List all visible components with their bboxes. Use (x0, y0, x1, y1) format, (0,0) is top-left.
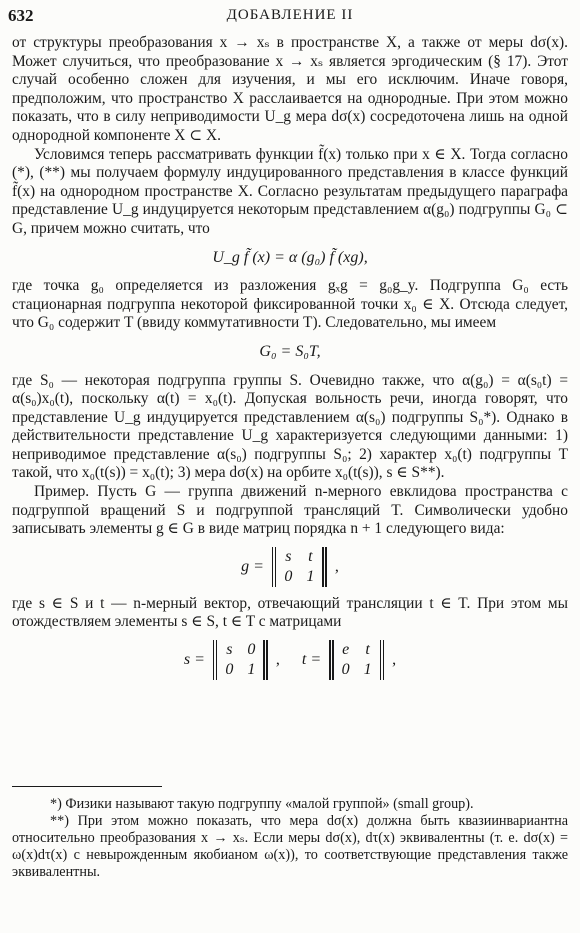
footnote-1: *) Физики называют такую подгруппу «малой группой» (small group). (50, 796, 474, 812)
paragraph-6: где s ∈ S и t — n-мерный вектор, отвечающий трансляции t ∈ T. При этом мы отождествляем элементы s ∈ S, t ∈ T с матрицами (12, 594, 568, 631)
running-head: ДОБАВЛЕНИЕ II (226, 7, 354, 23)
page-header (8, 6, 572, 28)
matrix-cell: s (226, 641, 233, 659)
matrix-cell: e (342, 641, 350, 659)
matrix-left-norm-bar (272, 547, 274, 587)
matrix-cell: 1 (306, 567, 315, 585)
paragraph-example: Пример. Пусть G — группа движений n-мерного евклидова пространства с подгруппой вращений S и подгруппой трансляций T. Символически удобно записывать элементы g ∈ G в виде матриц порядка n + 1 следующего вида: (12, 483, 568, 538)
formula-induced-representation: U_g f̃ (x) = α (g₀) f̃ (xg), (212, 248, 368, 266)
footnotes (12, 796, 568, 881)
paragraph-4: где S₀ — некоторая подгруппа группы S. Очевидно также, что α(g₀) = α(s₀t) = α(s₀)x₀(t), поскольку α(t) = x₀(t). Допуская вольность речи, иногда говорят, что представление U_g индуцируется представлением α(s₀) подгруппы S₀*). Однако в действительности представление U_g характеризуется следующими данными: 1) неприводимое представление α(s₀) подгруппы S₀; 2) характер x₀(t) подгруппы T такой, что x₀(t(s)) = x₀(t); 3) мера dσ(x) на орбите x₀(t(s)), s ∈ S**). (12, 371, 568, 482)
matrix-trailing-punct: , (275, 650, 280, 668)
footnote-divider (12, 786, 162, 787)
matrix-right-norm-bar (325, 547, 327, 587)
paragraph-2: Условимся теперь рассматривать функции f̃(x) только при x ∈ X. Тогда согласно (*), (**) мы получаем формулу индуцированного представления в классе функций f̃(x) на однородном пространстве X. Согласно результатам предыдущего параграфа представление U_g индуцируется некоторым представлением α(g₀) подгруппы G₀ ⊂ G, причем можно считать, что (12, 145, 568, 237)
matrix-cells (218, 640, 262, 680)
matrix-trailing-punct: , (334, 557, 339, 575)
matrix-cell: t (365, 641, 370, 659)
matrix-lhs: t = (301, 650, 322, 668)
matrix-right-norm-bar (383, 640, 385, 680)
matrix-left-norm-bar (213, 640, 215, 680)
matrix-equations-s-t (12, 640, 568, 680)
paragraph-1: от структуры преобразования x → xₛ в пространстве X, а также от меры dσ(x). Может случиться, что преобразование x → xₛ является эргодическим (§ 17). Этот случай особенно сложен для изучения, и мы его исключим. Иначе говоря, предположим, что пространство X расслаивается на однородные. При этом можно показать, что в силу неприводимости U_g мера dσ(x) сосредоточена лишь на одной однородной компоненте X ⊂ X. (12, 34, 568, 144)
matrix-lhs: s = (183, 650, 205, 668)
matrix-cell: 0 (225, 661, 234, 679)
matrix-equation-g (12, 547, 568, 587)
page-number: 632 (8, 6, 34, 25)
matrix-cells (335, 640, 379, 680)
formula-subgroup-decomposition: G₀ = S₀T, (259, 342, 321, 360)
main-text (12, 34, 568, 688)
matrix-cell: 0 (247, 641, 256, 659)
matrix-left-norm-bar (329, 640, 331, 680)
matrix-right-norm-bar (266, 640, 268, 680)
matrix-cell: t (308, 547, 313, 565)
paragraph-3: где точка g₀ определяется из разложения gₓg = g₀g_y. Подгруппа G₀ есть стационарная подгруппа некоторой фиксированной точки x₀ ∈ X. Отсюда следует, что G₀ содержит T (ввиду коммутативности T). Следовательно, мы имеем (12, 277, 568, 332)
matrix-cell: 1 (363, 661, 372, 679)
matrix-trailing-punct: , (392, 650, 397, 668)
matrix-cells (277, 547, 321, 587)
matrix-cell: 0 (284, 567, 293, 585)
matrix-cell: 1 (247, 661, 256, 679)
footnote-2: **) При этом можно показать, что мера dσ(x) должна быть квазиинвариантна относительно преобразования x → xₛ. Если меры dσ(x), dτ(x) эквивалентны (т. е. dσ(x) = ω(x)dτ(x) с невырожденным якобианом ω(x)), то соответствующие представления также эквивалентны. (12, 813, 568, 880)
matrix-cell: s (285, 547, 292, 565)
matrix-cell: 0 (341, 661, 350, 679)
matrix-lhs: g = (241, 557, 264, 575)
